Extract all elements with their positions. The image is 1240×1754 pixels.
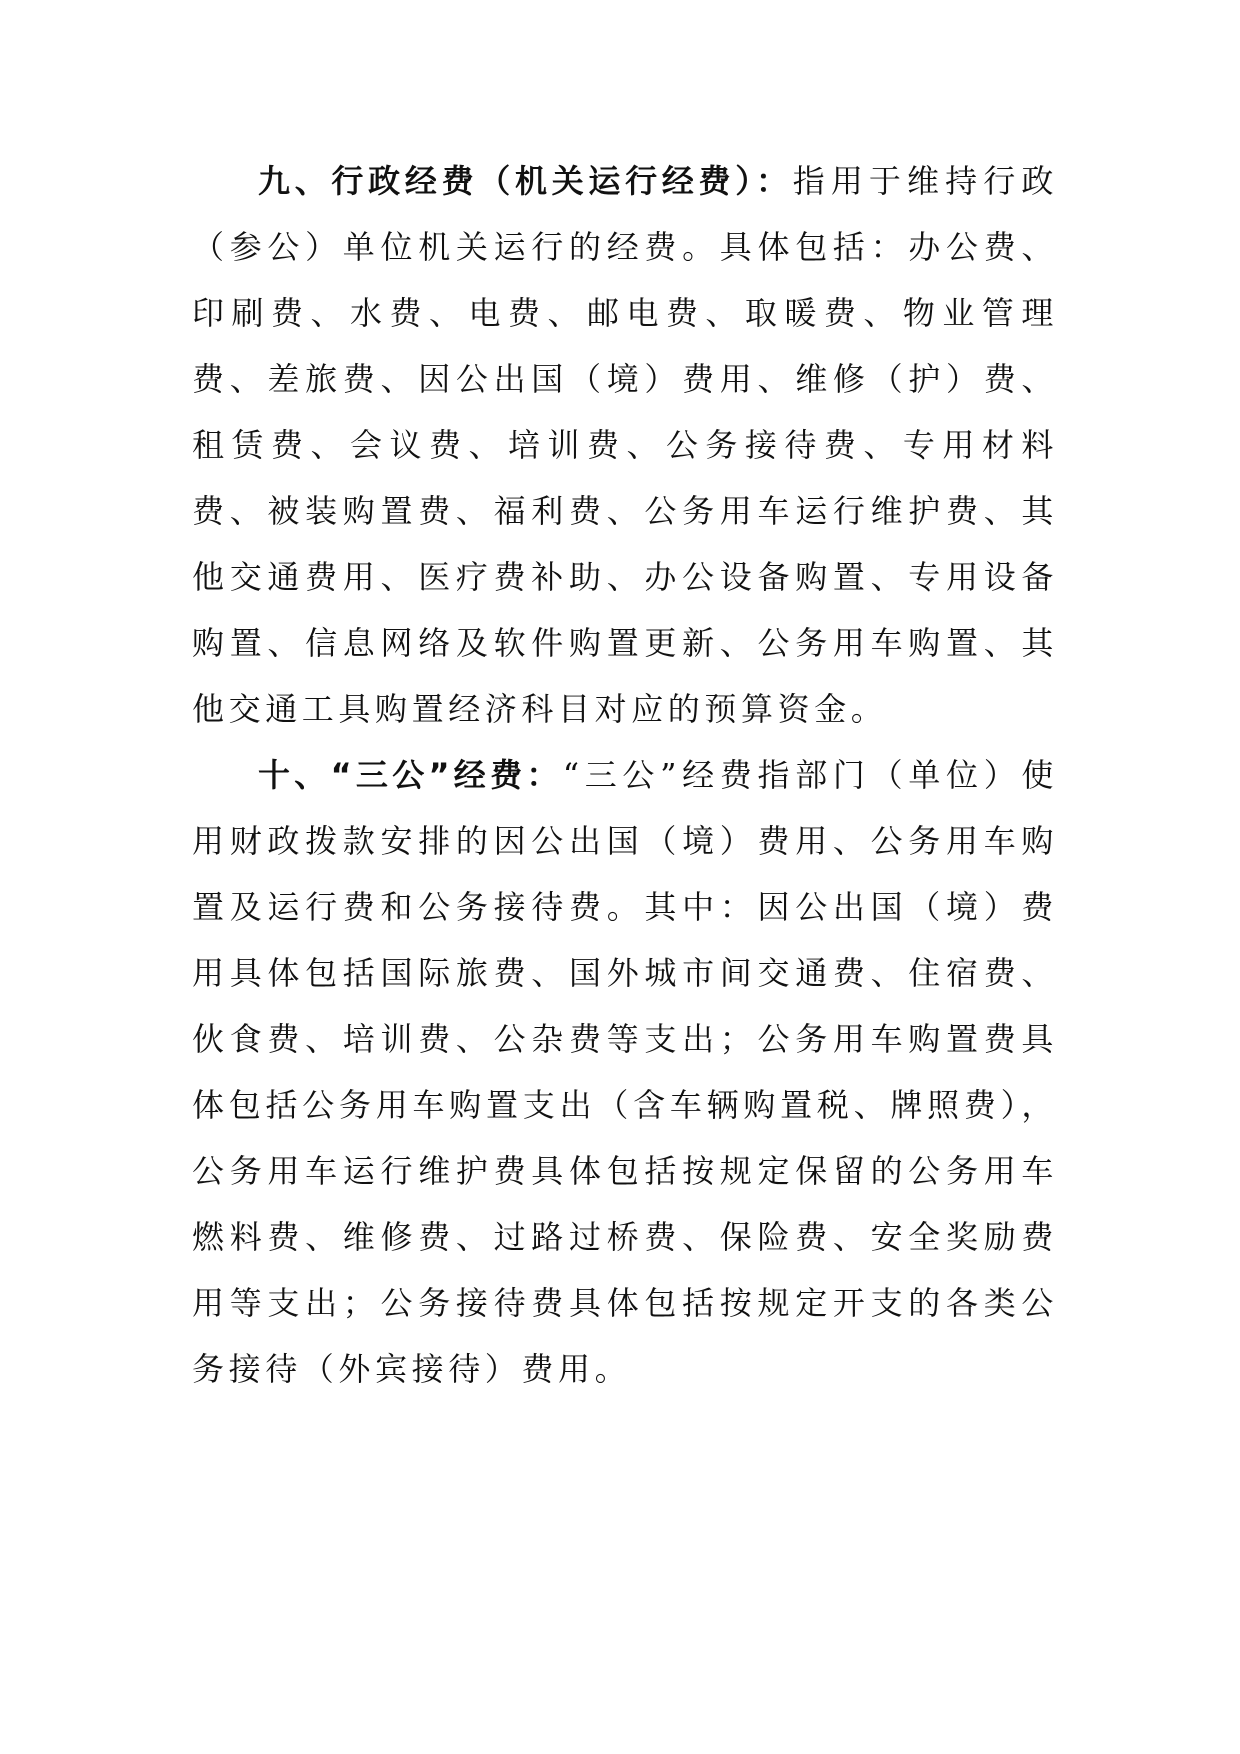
paragraph-heading: 九、行政经费（机关运行经费）： — [258, 162, 793, 200]
document-body — [192, 148, 1058, 1402]
paragraph-administrative-funds — [192, 148, 1058, 742]
paragraph-heading: 十、“三公”经费： — [258, 756, 563, 794]
paragraph-text: “三公”经费指部门（单位）使用财政拨款安排的因公出国（境）费用、公务用车购置及运行费和公务接待费。其中：因公出国（境）费用具体包括国际旅费、国外城市间交通费、住宿费、伙食费、培训费、公杂费等支出；公务用车购置费具体包括公务用车购置支出（含车辆购置税、牌照费），公务用车运行维护费具体包括按规定保留的公务用车燃料费、维修费、过路过桥费、保险费、安全奖励费用等支出；公务接待费具体包括按规定开支的各类公务接待（外宾接待）费用。 — [192, 756, 1058, 1388]
paragraph-three-public-funds — [192, 742, 1058, 1402]
paragraph-text: 指用于维持行政（参公）单位机关运行的经费。具体包括：办公费、印刷费、水费、电费、邮电费、取暖费、物业管理费、差旅费、因公出国（境）费用、维修（护）费、租赁费、会议费、培训费、公务接待费、专用材料费、被装购置费、福利费、公务用车运行维护费、其他交通费用、医疗费补助、办公设备购置、专用设备购置、信息网络及软件购置更新、公务用车购置、其他交通工具购置经济科目对应的预算资金。 — [192, 162, 1058, 728]
